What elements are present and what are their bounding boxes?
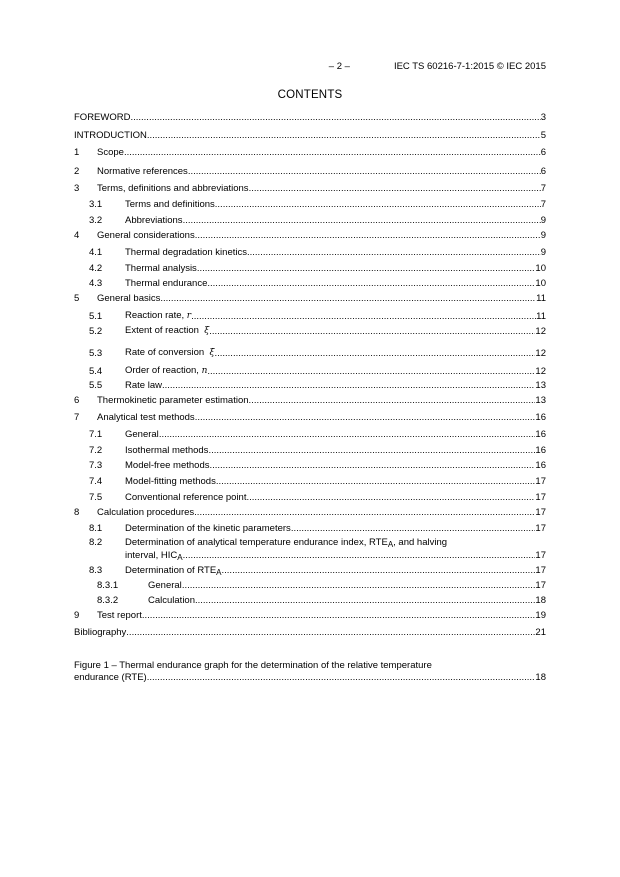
toc-entry-6[interactable] bbox=[74, 395, 546, 406]
toc-label: Bibliography bbox=[74, 627, 127, 638]
figure-caption: Figure 1 – Thermal endurance graph for the determination of the relative temperature bbox=[74, 660, 432, 671]
toc-page: 17 bbox=[535, 507, 546, 518]
toc-number: 3 bbox=[74, 183, 80, 194]
toc-number: 4 bbox=[74, 230, 80, 241]
toc-entry-8-2-line1 bbox=[89, 537, 546, 548]
toc-entry-8[interactable] bbox=[74, 507, 546, 518]
toc-page: 17 bbox=[535, 476, 546, 487]
toc-page: 16 bbox=[535, 445, 546, 456]
toc-label-text: Extent of reaction bbox=[125, 325, 199, 336]
dot-leader bbox=[162, 380, 535, 391]
toc-label: Determination of the kinetic parameters bbox=[125, 523, 291, 534]
toc-number: 5.3 bbox=[89, 348, 103, 359]
toc-page: 10 bbox=[535, 263, 546, 274]
dot-leader bbox=[195, 230, 541, 241]
toc-page: 6 bbox=[540, 147, 546, 158]
toc-label: General considerations bbox=[97, 230, 195, 241]
toc-number: 7.3 bbox=[89, 460, 103, 471]
toc-entry-2[interactable] bbox=[74, 166, 546, 177]
toc-entry-4-1[interactable] bbox=[89, 247, 546, 258]
dot-leader bbox=[126, 627, 535, 638]
toc-label: INTRODUCTION bbox=[74, 130, 147, 141]
toc-entry-8-3-1[interactable] bbox=[97, 580, 546, 591]
toc-page: 19 bbox=[535, 610, 546, 621]
toc-label bbox=[125, 325, 209, 337]
page-number: – 2 – bbox=[328, 61, 350, 72]
toc-number: 4.2 bbox=[89, 263, 103, 274]
dot-leader bbox=[195, 412, 536, 423]
toc-number: 3.1 bbox=[89, 199, 103, 210]
toc-page: 12 bbox=[535, 366, 546, 377]
toc-page: 11 bbox=[536, 311, 546, 322]
toc-label-text: , and halving bbox=[393, 537, 448, 548]
dot-leader bbox=[159, 429, 536, 440]
toc-number: 7.4 bbox=[89, 476, 103, 487]
dot-leader bbox=[183, 550, 536, 561]
toc-entry-foreword[interactable] bbox=[74, 112, 546, 123]
running-header bbox=[329, 61, 546, 72]
toc-label bbox=[125, 365, 207, 377]
dot-leader bbox=[147, 130, 541, 141]
toc-entry-8-3-2[interactable] bbox=[97, 595, 546, 606]
toc-page: 16 bbox=[535, 429, 546, 440]
toc-number: 5.1 bbox=[89, 311, 103, 322]
toc-number: 1 bbox=[74, 147, 80, 158]
dot-leader bbox=[247, 247, 541, 258]
toc-entry-9[interactable] bbox=[74, 610, 546, 621]
dot-leader bbox=[197, 263, 536, 274]
toc-page: 9 bbox=[540, 247, 546, 258]
toc-entry-1[interactable] bbox=[74, 147, 546, 158]
toc-page: 13 bbox=[535, 380, 546, 391]
toc-entry-7-1[interactable] bbox=[89, 429, 546, 440]
dot-leader bbox=[207, 366, 535, 377]
toc-number: 7.1 bbox=[89, 429, 103, 440]
dot-leader bbox=[195, 595, 535, 606]
toc-label-text: Rate of conversion bbox=[125, 347, 205, 358]
figure-caption: endurance (RTE) bbox=[74, 672, 147, 683]
toc-page: 17 bbox=[535, 523, 546, 534]
toc-page: 9 bbox=[540, 215, 546, 226]
toc-entry-bibliography[interactable] bbox=[74, 627, 546, 638]
toc-label bbox=[125, 347, 214, 359]
toc-entry-3[interactable] bbox=[74, 183, 546, 194]
toc-label bbox=[125, 550, 183, 561]
dot-leader bbox=[209, 460, 535, 471]
toc-number: 8.1 bbox=[89, 523, 103, 534]
toc-entry-7-3[interactable] bbox=[89, 460, 546, 471]
toc-label bbox=[125, 310, 191, 322]
toc-label: General bbox=[148, 580, 182, 591]
toc-page: 9 bbox=[540, 230, 546, 241]
dot-leader bbox=[160, 293, 536, 304]
toc-entry-5-5[interactable] bbox=[89, 380, 546, 391]
toc-label-text: Reaction rate, bbox=[125, 310, 185, 321]
toc-entry-7-2[interactable] bbox=[89, 445, 546, 456]
dot-leader bbox=[130, 112, 540, 123]
dot-leader bbox=[214, 348, 535, 359]
toc-number: 5.4 bbox=[89, 366, 103, 377]
toc-label: General basics bbox=[97, 293, 161, 304]
toc-page: 17 bbox=[535, 565, 546, 576]
toc-entry-8-3[interactable] bbox=[89, 565, 546, 576]
toc-page: 16 bbox=[535, 460, 546, 471]
toc-number: 2 bbox=[74, 166, 80, 177]
toc-label: Thermal degradation kinetics bbox=[125, 247, 247, 258]
toc-page: 6 bbox=[540, 166, 546, 177]
toc-label: Abbreviations bbox=[125, 215, 183, 226]
toc-entry-5-4[interactable] bbox=[89, 365, 546, 377]
figure-entry-line2 bbox=[74, 672, 546, 683]
toc-entry-4-2[interactable] bbox=[89, 263, 546, 274]
symbol-r: r bbox=[186, 311, 192, 321]
toc-page: 5 bbox=[540, 130, 546, 141]
toc-label bbox=[125, 565, 222, 576]
toc-label bbox=[125, 537, 447, 548]
dot-leader bbox=[215, 199, 541, 210]
subscript: A bbox=[387, 540, 394, 549]
toc-entry-4-3[interactable] bbox=[89, 278, 546, 289]
toc-page: 7 bbox=[540, 199, 546, 210]
contents-title: CONTENTS bbox=[277, 89, 343, 101]
toc-number: 4.3 bbox=[89, 278, 103, 289]
toc-label: General bbox=[125, 429, 159, 440]
toc-number: 8.3.2 bbox=[97, 595, 119, 606]
toc-label: Calculation procedures bbox=[97, 507, 195, 518]
subscript: A bbox=[177, 553, 183, 562]
toc-number: 7.2 bbox=[89, 445, 103, 456]
toc-label: Normative references bbox=[97, 166, 188, 177]
dot-leader bbox=[216, 476, 536, 487]
dot-leader bbox=[194, 507, 535, 518]
toc-number: 8 bbox=[74, 507, 80, 518]
toc-label: Thermal analysis bbox=[125, 263, 197, 274]
toc-number: 8.2 bbox=[89, 537, 103, 548]
toc-entry-7-5[interactable] bbox=[89, 492, 546, 503]
toc-page: 7 bbox=[540, 183, 546, 194]
toc-label: Calculation bbox=[148, 595, 195, 606]
toc-label: FOREWORD bbox=[74, 112, 131, 123]
toc-number: 5 bbox=[74, 293, 80, 304]
toc-label: Terms, definitions and abbreviations bbox=[97, 183, 249, 194]
symbol-n: n bbox=[201, 366, 208, 376]
toc-page: 18 bbox=[535, 595, 546, 606]
toc-number: 7.5 bbox=[89, 492, 103, 503]
toc-label: Test report bbox=[97, 610, 142, 621]
toc-entry-3-1[interactable] bbox=[89, 199, 546, 210]
toc-page: 21 bbox=[535, 627, 546, 638]
toc-number: 8.3.1 bbox=[97, 580, 119, 591]
toc-page: 12 bbox=[535, 348, 546, 359]
dot-leader bbox=[249, 395, 536, 406]
toc-entry-5-3[interactable] bbox=[89, 347, 546, 359]
toc-number: 6 bbox=[74, 395, 80, 406]
toc-label: Terms and definitions bbox=[125, 199, 215, 210]
toc-number: 5.5 bbox=[89, 380, 103, 391]
toc-entry-8-2-line2 bbox=[125, 550, 546, 561]
subscript: A bbox=[216, 568, 222, 577]
toc-label: Conventional reference point bbox=[125, 492, 247, 503]
toc-entry-8-1[interactable] bbox=[89, 523, 546, 534]
dot-leader bbox=[142, 610, 536, 621]
toc-page: 13 bbox=[535, 395, 546, 406]
dot-leader bbox=[191, 311, 536, 322]
toc-page: 11 bbox=[536, 293, 546, 304]
symbol-xi-dot: ξ̇ bbox=[209, 348, 215, 358]
dot-leader bbox=[188, 166, 541, 177]
dot-leader bbox=[246, 492, 535, 503]
dot-leader bbox=[124, 147, 541, 158]
toc-label: Analytical test methods bbox=[97, 412, 195, 423]
toc-entry-3-2[interactable] bbox=[89, 215, 546, 226]
document-id: IEC TS 60216-7-1:2015 © IEC 2015 bbox=[393, 61, 546, 72]
toc-label: Model-free methods bbox=[125, 460, 210, 471]
toc-page: 17 bbox=[535, 550, 546, 561]
toc-number: 9 bbox=[74, 610, 80, 621]
toc-entry-7[interactable] bbox=[74, 412, 546, 423]
toc-page: 18 bbox=[535, 672, 546, 683]
dot-leader bbox=[183, 215, 541, 226]
figure-entry-line1 bbox=[74, 660, 546, 671]
toc-number: 5.2 bbox=[89, 326, 103, 337]
toc-number: 3.2 bbox=[89, 215, 103, 226]
dot-leader bbox=[291, 523, 536, 534]
toc-entry-introduction[interactable] bbox=[74, 130, 546, 141]
toc-label-text: interval, HIC bbox=[125, 550, 178, 561]
toc-label: Model-fitting methods bbox=[125, 476, 216, 487]
toc-label: Isothermal methods bbox=[125, 445, 209, 456]
toc-entry-7-4[interactable] bbox=[89, 476, 546, 487]
dot-leader bbox=[249, 183, 541, 194]
toc-number: 8.3 bbox=[89, 565, 103, 576]
toc-label-text: Order of reaction, bbox=[125, 365, 199, 376]
toc-page: 17 bbox=[535, 492, 546, 503]
symbol-xi: ξ bbox=[204, 326, 210, 336]
dot-leader bbox=[222, 565, 536, 576]
toc-label-text: Determination of analytical temperature endurance index, RTE bbox=[125, 537, 388, 548]
toc-page: 12 bbox=[535, 326, 546, 337]
toc-entry-5-2[interactable] bbox=[89, 325, 546, 337]
dot-leader bbox=[182, 580, 536, 591]
toc-page: 16 bbox=[535, 412, 546, 423]
toc-page: 10 bbox=[535, 278, 546, 289]
dot-leader bbox=[208, 445, 535, 456]
toc-label: Thermal endurance bbox=[125, 278, 208, 289]
dot-leader bbox=[209, 326, 535, 337]
toc-label: Scope bbox=[97, 147, 124, 158]
dot-leader bbox=[147, 672, 536, 683]
toc-entry-4[interactable] bbox=[74, 230, 546, 241]
toc-label-text: Determination of RTE bbox=[125, 565, 217, 576]
toc-number: 7 bbox=[74, 412, 80, 423]
toc-page: 3 bbox=[540, 112, 546, 123]
dot-leader bbox=[207, 278, 535, 289]
toc-entry-5-1[interactable] bbox=[89, 310, 546, 322]
toc-label: Thermokinetic parameter estimation bbox=[97, 395, 249, 406]
toc-number: 4.1 bbox=[89, 247, 103, 258]
toc-label: Rate law bbox=[125, 380, 162, 391]
toc-page: 17 bbox=[535, 580, 546, 591]
toc-entry-5[interactable] bbox=[74, 293, 546, 304]
